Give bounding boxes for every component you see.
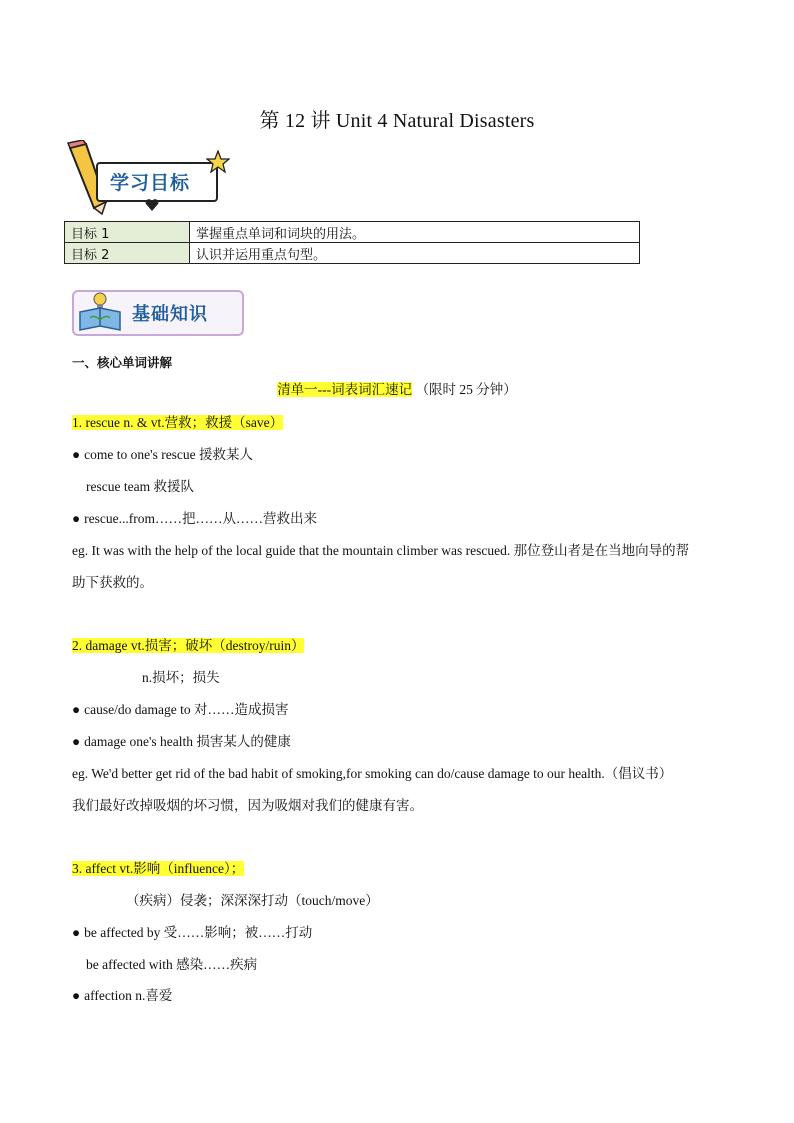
list-item: [72, 507, 317, 527]
list-item-text: cause/do damage to 对……造成损害: [84, 702, 289, 717]
goals-table: [64, 221, 640, 264]
entry-heading: [72, 857, 244, 877]
entry-heading: [72, 411, 283, 431]
list-title-highlight: 清单一---词表词汇速记: [277, 382, 413, 397]
example-sentence: eg. It was with the help of the local guide that the mountain climber was rescued. 那位登山者是在当地向导的帮: [72, 543, 690, 558]
goal-text: 认识并运用重点句型。: [190, 243, 640, 264]
page-title: 第 12 讲 Unit 4 Natural Disasters: [259, 110, 535, 132]
table-row: [65, 243, 640, 264]
star-icon: [206, 150, 230, 174]
entry-heading-text: 1. rescue n. & vt.营救；救援（save）: [72, 415, 284, 430]
list-item-text: rescue...from……把……从……营救出来: [84, 511, 317, 526]
bullet-icon: ●: [72, 988, 81, 1003]
list-item: [72, 698, 289, 718]
list-item: rescue team 救援队: [86, 479, 194, 494]
list-item: [72, 984, 172, 1004]
list-item: [72, 730, 291, 750]
list-item: [72, 443, 253, 463]
list-title: [0, 378, 794, 398]
example-sentence: eg. We'd better get rid of the bad habit of smoking,for smoking can do/cause damage to our health.（倡议书）: [72, 766, 673, 781]
example-translation: 我们最好改掉吸烟的坏习惯，因为吸烟对我们的健康有害。: [72, 798, 423, 813]
entry-sub-sense: （疾病）侵袭；深深深打动（touch/move）: [126, 893, 379, 908]
goals-banner-text: 学习目标: [110, 172, 191, 194]
list-item: be affected with 感染……疾病: [86, 957, 258, 972]
list-title-note: （限时 25 分钟）: [415, 382, 517, 397]
bullet-icon: ●: [72, 511, 81, 526]
bullet-icon: ●: [72, 447, 81, 462]
entry-heading-text: 2. damage vt.损害；破坏（destroy/ruin）: [72, 638, 305, 653]
bullet-icon: ●: [72, 702, 81, 717]
list-item-text: come to one's rescue 援救某人: [84, 447, 254, 462]
goal-label: 目标 2: [65, 243, 190, 264]
list-item-text: affection n.喜爱: [84, 988, 173, 1003]
table-row: [65, 222, 640, 243]
section-heading: 一、核心单词讲解: [72, 355, 173, 370]
list-item: [72, 921, 312, 941]
basic-knowledge-banner: [70, 288, 246, 338]
heart-icon: [145, 198, 159, 212]
bullet-icon: ●: [72, 925, 81, 940]
bullet-icon: ●: [72, 734, 81, 749]
goal-label: 目标 1: [65, 222, 190, 243]
entry-noun-sense: n.损坏；损失: [142, 670, 220, 685]
entry-heading: [72, 634, 304, 654]
goals-banner: [66, 140, 236, 216]
goal-text: 掌握重点单词和词块的用法。: [190, 222, 640, 243]
basic-banner-text: 基础知识: [132, 304, 208, 325]
example-translation: 助下获救的。: [72, 575, 153, 590]
book-lightbulb-icon: [76, 290, 124, 334]
entry-heading-text: 3. affect vt.影响（influence）；: [72, 861, 245, 876]
list-item-text: damage one's health 损害某人的健康: [84, 734, 291, 749]
list-item-text: be affected by 受……影响；被……打动: [84, 925, 313, 940]
